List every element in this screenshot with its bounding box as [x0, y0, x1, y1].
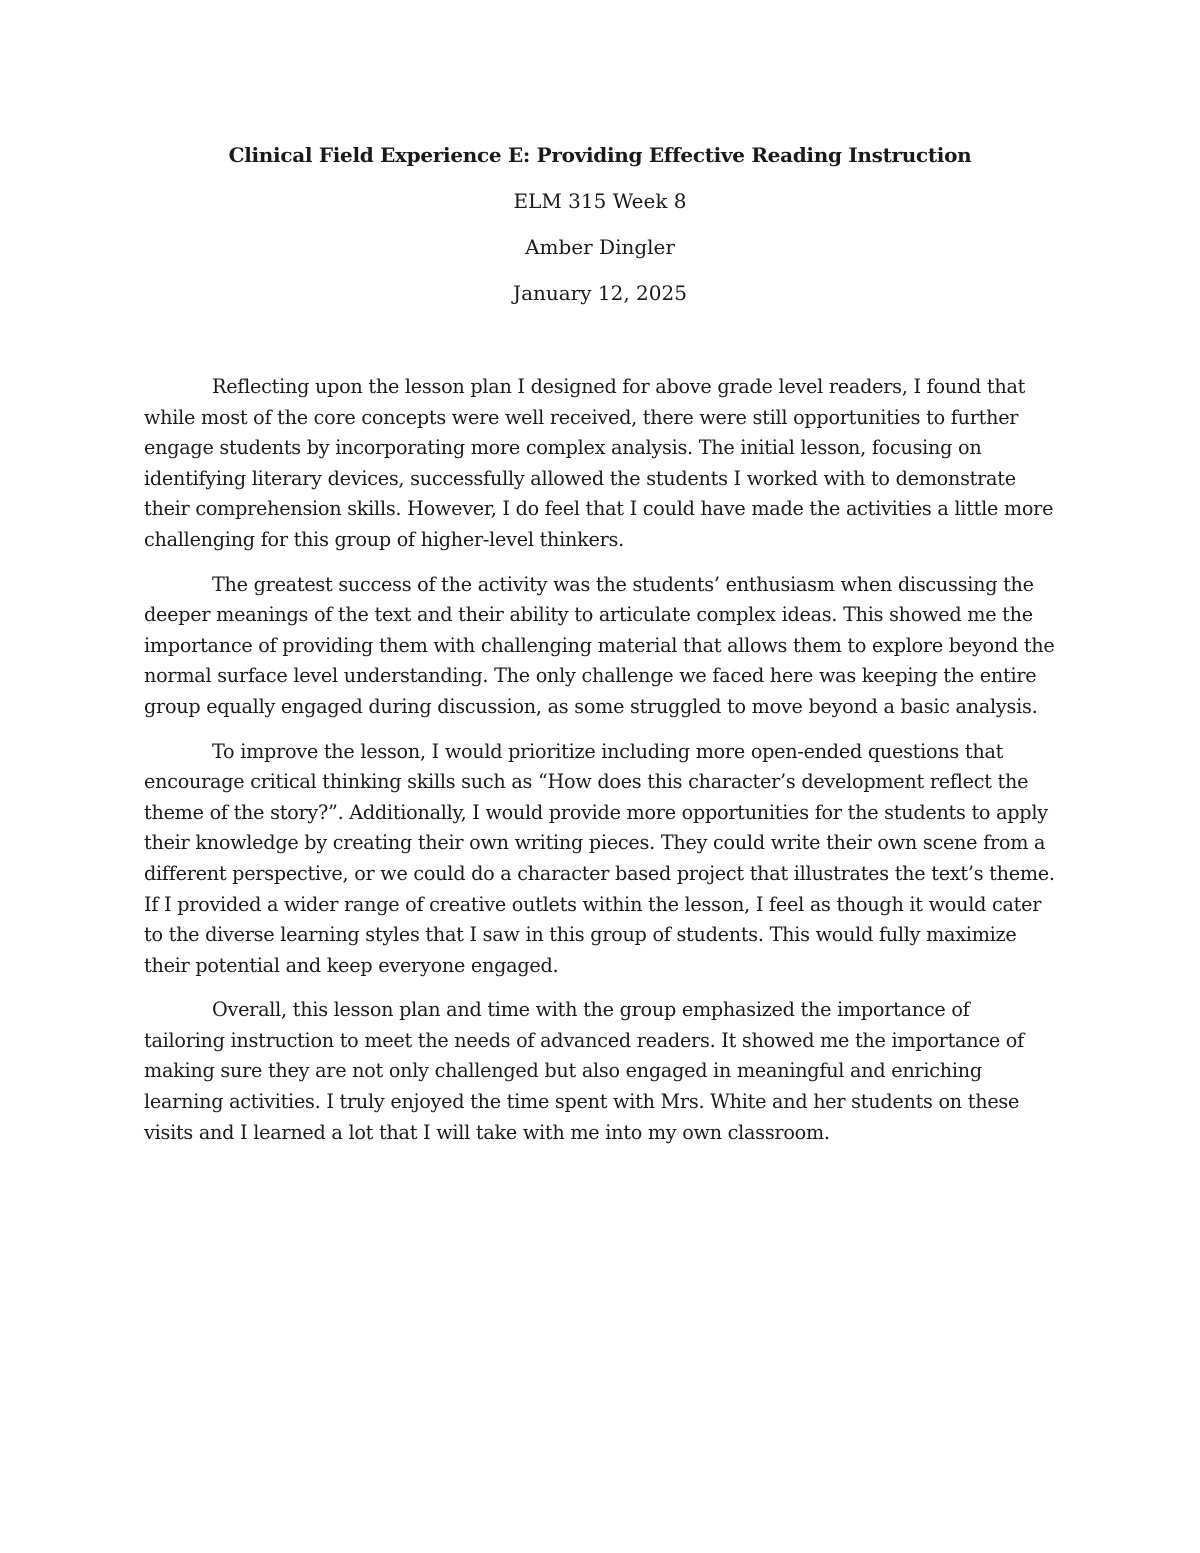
paragraph-2: The greatest success of the activity was the students’ enthusiasm when discussing the deeper meanings of the text and their ability to articulate complex ideas. This showed me the importance of providing them with challenging material that allows them to explore beyond the normal surface level understanding. The only challenge we faced here was keeping the entire group equally engaged during discussion, as some struggled to move beyond a basic analysis. [144, 572, 1055, 718]
course-line: ELM 315 Week 8 [513, 189, 687, 213]
document-date: January 12, 2025 [513, 281, 687, 305]
paragraph-4: Overall, this lesson plan and time with the group emphasized the importance of tailoring instruction to meet the needs of advanced readers. It showed me the importance of making sure they are not only challenged but also engaged in meaningful and enriching learning activities. I truly enjoyed the time spent with Mrs. White and her students on these visits and I learned a lot that I will take with me into my own classroom. [144, 998, 1024, 1144]
paragraph-3: To improve the lesson, I would prioritize including more open-ended questions that encourage critical thinking skills such as “How does this character’s development reflect the theme of the story?”. Additionally, I would provide more opportunities for the students to apply their knowledge by creating their own writing pieces. They could write their own scene from a different perspective, or we could do a character based project that illustrates the text’s theme. If I provided a wider range of creative outlets within the lesson, I feel as though it would cater to the diverse learning styles that I saw in this group of students. This would fully maximize their potential and keep everyone engaged. [144, 739, 1055, 977]
document-title: Clinical Field Experience E: Providing Effective Reading Instruction [228, 143, 972, 167]
title-block [144, 140, 1056, 324]
author-name: Amber Dingler [525, 235, 675, 259]
paragraph-1: Reflecting upon the lesson plan I designed for above grade level readers, I found that while most of the core concepts were well received, there were still opportunities to further engage students by incorporating more complex analysis. The initial lesson, focusing on identifying literary devices, successfully allowed the students I worked with to demonstrate their comprehension skills. However, I do feel that I could have made the activities a little more challenging for this group of higher-level thinkers. [144, 375, 1054, 551]
body-text [144, 372, 1056, 1162]
